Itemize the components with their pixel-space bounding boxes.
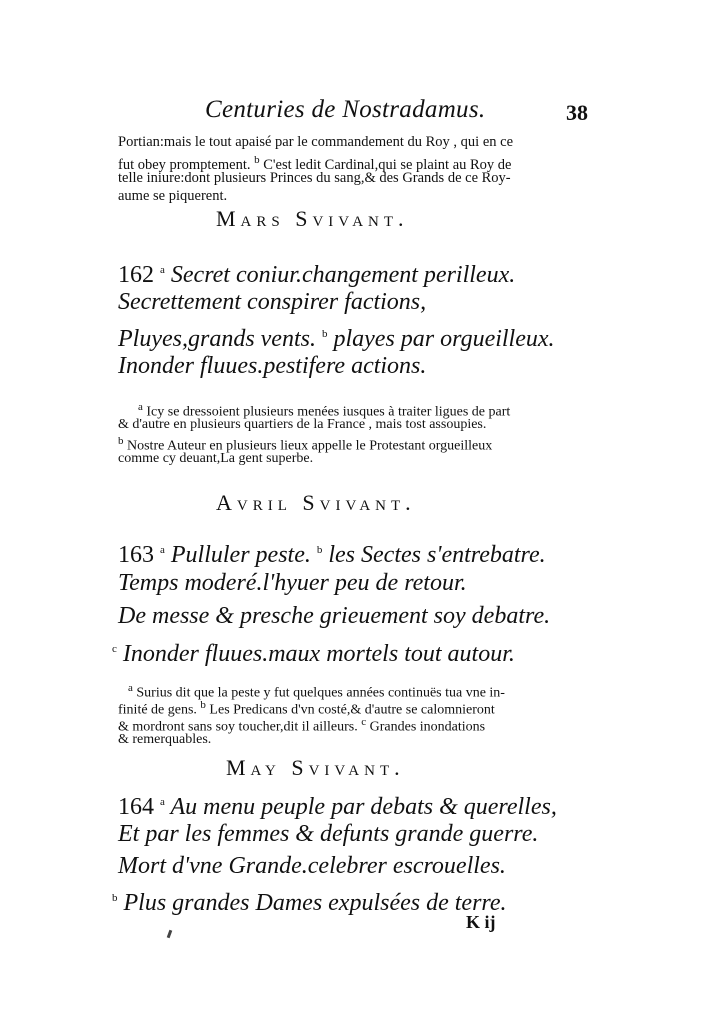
note-marker-a: a: [138, 401, 143, 413]
verse-text: Pluyes,grands vents.: [118, 326, 316, 352]
quatrain-number: 162: [118, 262, 154, 288]
quatrain-163-line-4: [112, 633, 515, 670]
note-text-cont: Grandes inondations: [369, 719, 486, 735]
ink-speck: [167, 930, 173, 939]
signature-mark: K ij: [466, 912, 496, 932]
verse-text: Secret coniur.changement perilleux.: [170, 262, 516, 288]
note-marker-b: b: [254, 154, 260, 166]
note-marker-c: c: [112, 643, 117, 655]
intro-line-4: aume se piquerent.: [118, 188, 228, 204]
note-marker-a: a: [160, 544, 165, 556]
section-heading-avril: Avril Svivant.: [216, 490, 416, 515]
quatrain-164-line-2: Et par les femmes & defunts grande guerre.: [118, 821, 539, 847]
intro-line-3: telle iniure:dont plusieurs Princes du sang,& des Grands de ce Roy-: [118, 170, 511, 186]
quatrain-163-line-3: De messe & presche grieuement soy debatre.: [118, 603, 551, 629]
note-162-line-4: comme cy deuant,La gent superbe.: [118, 451, 314, 466]
note-marker-c: c: [361, 716, 367, 728]
intro-line-2-text: fut obey promptement.: [118, 156, 251, 173]
note-marker-b: b: [200, 699, 206, 711]
verse-text: Plus grandes Dames expulsées de terre.: [123, 890, 507, 916]
note-162-line-2: & d'autre en plusieurs quartiers de la France , mais tost assoupies.: [118, 417, 487, 432]
note-marker-a: a: [160, 796, 165, 808]
quatrain-162-line-4: Inonder fluues.pestifere actions.: [118, 353, 427, 379]
note-text: finité de gens.: [118, 702, 197, 718]
note-text-cont: Les Predicans d'vn costé,& d'autre se calomnieront: [209, 702, 495, 718]
verse-text: Pulluler peste.: [170, 542, 311, 568]
note-text: Icy se dressoient plusieurs menées iusques à traiter ligues de part: [146, 404, 511, 420]
intro-line-1: Portian:mais le tout apaisé par le commandement du Roy , qui en ce: [118, 134, 514, 150]
note-marker-a: a: [160, 264, 165, 276]
verse-text: Inonder fluues.maux mortels tout autour.: [122, 641, 515, 667]
section-heading-mars: Mars Svivant.: [216, 206, 409, 231]
note-text: Surius dit que la peste y fut quelques années continuës tua vne in-: [136, 685, 505, 701]
running-head: Centuries de Nostradamus.: [205, 96, 486, 123]
verse-text: Au menu peuple par debats & querelles,: [170, 794, 557, 820]
verse-text-cont: playes par orgueilleux.: [333, 326, 555, 352]
note-marker-b: b: [112, 892, 118, 904]
page-number: 38: [566, 100, 588, 125]
quatrain-number: 163: [118, 542, 154, 568]
note-marker-a: a: [128, 682, 133, 694]
note-163-line-4: & remerquables.: [118, 732, 212, 747]
note-marker-b: b: [321, 328, 328, 340]
quatrain-number: 164: [118, 794, 154, 820]
quatrain-163-line-2: Temps moderé.l'hyuer peu de retour.: [118, 570, 467, 596]
intro-line-2-cont: C'est ledit Cardinal,qui se plaint au Roy de: [263, 156, 512, 173]
quatrain-164-line-3: Mort d'vne Grande.celebrer escrouelles.: [118, 853, 506, 879]
note-marker-b: b: [316, 544, 323, 556]
note-text: Nostre Auteur en plusieurs lieux appelle le Protestant orgueilleux: [127, 438, 493, 454]
verse-text-cont: les Sectes s'entrebatre.: [328, 542, 546, 568]
quatrain-164-line-4: [112, 882, 507, 919]
section-heading-may: May Svivant.: [226, 755, 405, 780]
quatrain-163-line-1: [118, 534, 546, 571]
note-text: & mordront sans soy toucher,dit il ailleurs.: [118, 719, 358, 735]
quatrain-162-line-2: Secrettement conspirer factions,: [118, 289, 427, 315]
note-marker-b: b: [118, 435, 124, 447]
